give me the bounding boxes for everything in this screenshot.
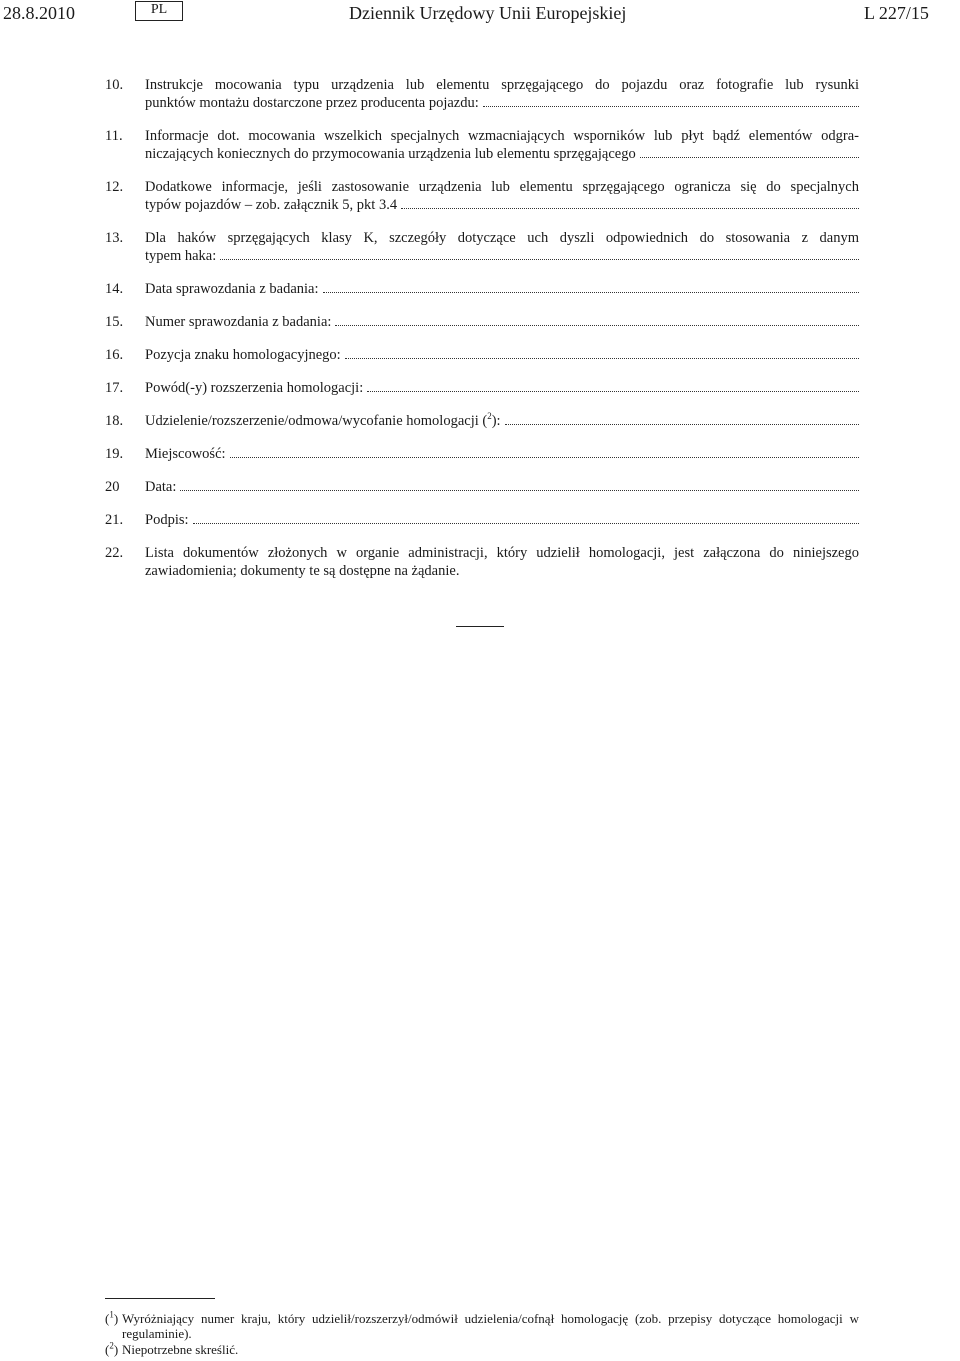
item-paragraph: Lista dokumentów złożonych w organie administracji, który udzielił homologacji, jest załączona do niniejszego zawiadomienia; dokumenty te są dostępne na żądanie.: [145, 545, 859, 579]
item-label-text: Udzielenie/rozszerzenie/odmowa/wycofanie homologacji (: [145, 413, 488, 429]
item-number: 10.: [105, 77, 124, 93]
fill-in-dots[interactable]: [323, 280, 859, 293]
fill-in-dots[interactable]: [220, 247, 859, 260]
fill-in-dots[interactable]: [483, 94, 859, 107]
item-number: 19.: [105, 446, 124, 462]
item-label: Numer sprawozdania z badania:: [145, 314, 332, 330]
form-items: [105, 76, 859, 595]
form-item-17: [105, 379, 859, 397]
item-text-line1: Instrukcje mocowania typu urządzenia lub elementu sprzęgającego do pojazdu oraz fotografie lub rysunki: [145, 77, 859, 93]
item-number: 13.: [105, 230, 124, 246]
fill-in-dots[interactable]: [401, 196, 859, 209]
item-label: Data:: [145, 479, 177, 495]
item-label: Miejscowość:: [145, 446, 226, 462]
form-item-11: [105, 127, 859, 163]
footnote-2: [105, 1342, 859, 1357]
item-number: 17.: [105, 380, 124, 396]
form-item-20: [105, 478, 859, 496]
item-text-line1: Dodatkowe informacje, jeśli zastosowanie urządzenia lub elementu sprzęgającego ogranicza się do specjalnych: [145, 179, 859, 195]
fill-in-dots[interactable]: [640, 145, 859, 158]
item-label: Podpis:: [145, 512, 189, 528]
form-item-15: [105, 313, 859, 331]
form-item-21: [105, 511, 859, 529]
item-number: 21.: [105, 512, 124, 528]
item-number: 18.: [105, 413, 124, 429]
item-number: 22.: [105, 545, 124, 561]
form-item-12: [105, 178, 859, 214]
fill-in-dots[interactable]: [335, 313, 859, 326]
form-item-19: [105, 445, 859, 463]
item-number: 16.: [105, 347, 124, 363]
item-label: Pozycja znaku homologacyjnego:: [145, 347, 341, 363]
footnote-text: Wyróżniający numer kraju, który udzielił/rozszerzył/odmówił udzielenia/cofnął homologację (zob. przepisy dotyczące homologacji w regulaminie).: [122, 1311, 859, 1341]
fill-in-dots[interactable]: [505, 412, 859, 425]
footnote-text: Niepotrzebne skreślić.: [122, 1342, 239, 1357]
form-item-16: [105, 346, 859, 364]
fill-in-dots[interactable]: [193, 511, 859, 524]
item-number: 20: [105, 479, 120, 495]
footnote-marker: ($^2$): [105, 1340, 119, 1357]
footnote-rule: [105, 1298, 215, 1299]
form-item-22: [105, 544, 859, 580]
language-badge: PL: [135, 1, 183, 21]
item-text-line1: Dla haków sprzęgających klasy K, szczegóły dotyczące uch dyszli odpowiednich do stosowania z danym: [145, 230, 859, 246]
item-text-line1: Informacje dot. mocowania wszelkich specjalnych wzmacniających wsporników lub płyt bądź elementów odgra-: [145, 128, 859, 144]
item-label: [145, 412, 501, 430]
fill-in-dots[interactable]: [367, 379, 859, 392]
item-number: 12.: [105, 179, 124, 195]
footnote-1: [105, 1311, 859, 1341]
footnote-ref: 2: [487, 411, 492, 422]
form-item-14: [105, 280, 859, 298]
fill-in-dots[interactable]: [230, 445, 859, 458]
item-label: Powód(-y) rozszerzenia homologacji:: [145, 380, 364, 396]
form-item-13: [105, 229, 859, 265]
journal-title: Dziennik Urzędowy Unii Europejskiej: [349, 3, 627, 23]
fill-in-dots[interactable]: [345, 346, 859, 359]
form-item-10: [105, 76, 859, 112]
form-item-18: [105, 412, 859, 430]
footnotes: [105, 1298, 859, 1358]
fill-in-dots[interactable]: [180, 478, 859, 491]
item-label: Data sprawozdania z badania:: [145, 281, 319, 297]
page-header: [0, 0, 960, 28]
item-number: 11.: [105, 128, 123, 144]
item-label-suffix: ):: [491, 413, 501, 429]
item-text-line2: punktów montażu dostarczone przez producenta pojazdu:: [145, 95, 479, 111]
header-date: 28.8.2010: [3, 3, 75, 23]
item-text-line2: niczających koniecznych do przymocowania urządzenia lub elementu sprzęgającego: [145, 146, 636, 162]
item-number: 14.: [105, 281, 124, 297]
item-number: 15.: [105, 314, 124, 330]
item-text-line2: typów pojazdów – zob. załącznik 5, pkt 3.4: [145, 197, 398, 213]
section-separator: [456, 626, 504, 627]
footnote-marker: ($^1$): [105, 1309, 119, 1326]
page-number: L 227/15: [864, 3, 929, 23]
item-text-line2: typem haka:: [145, 248, 217, 264]
